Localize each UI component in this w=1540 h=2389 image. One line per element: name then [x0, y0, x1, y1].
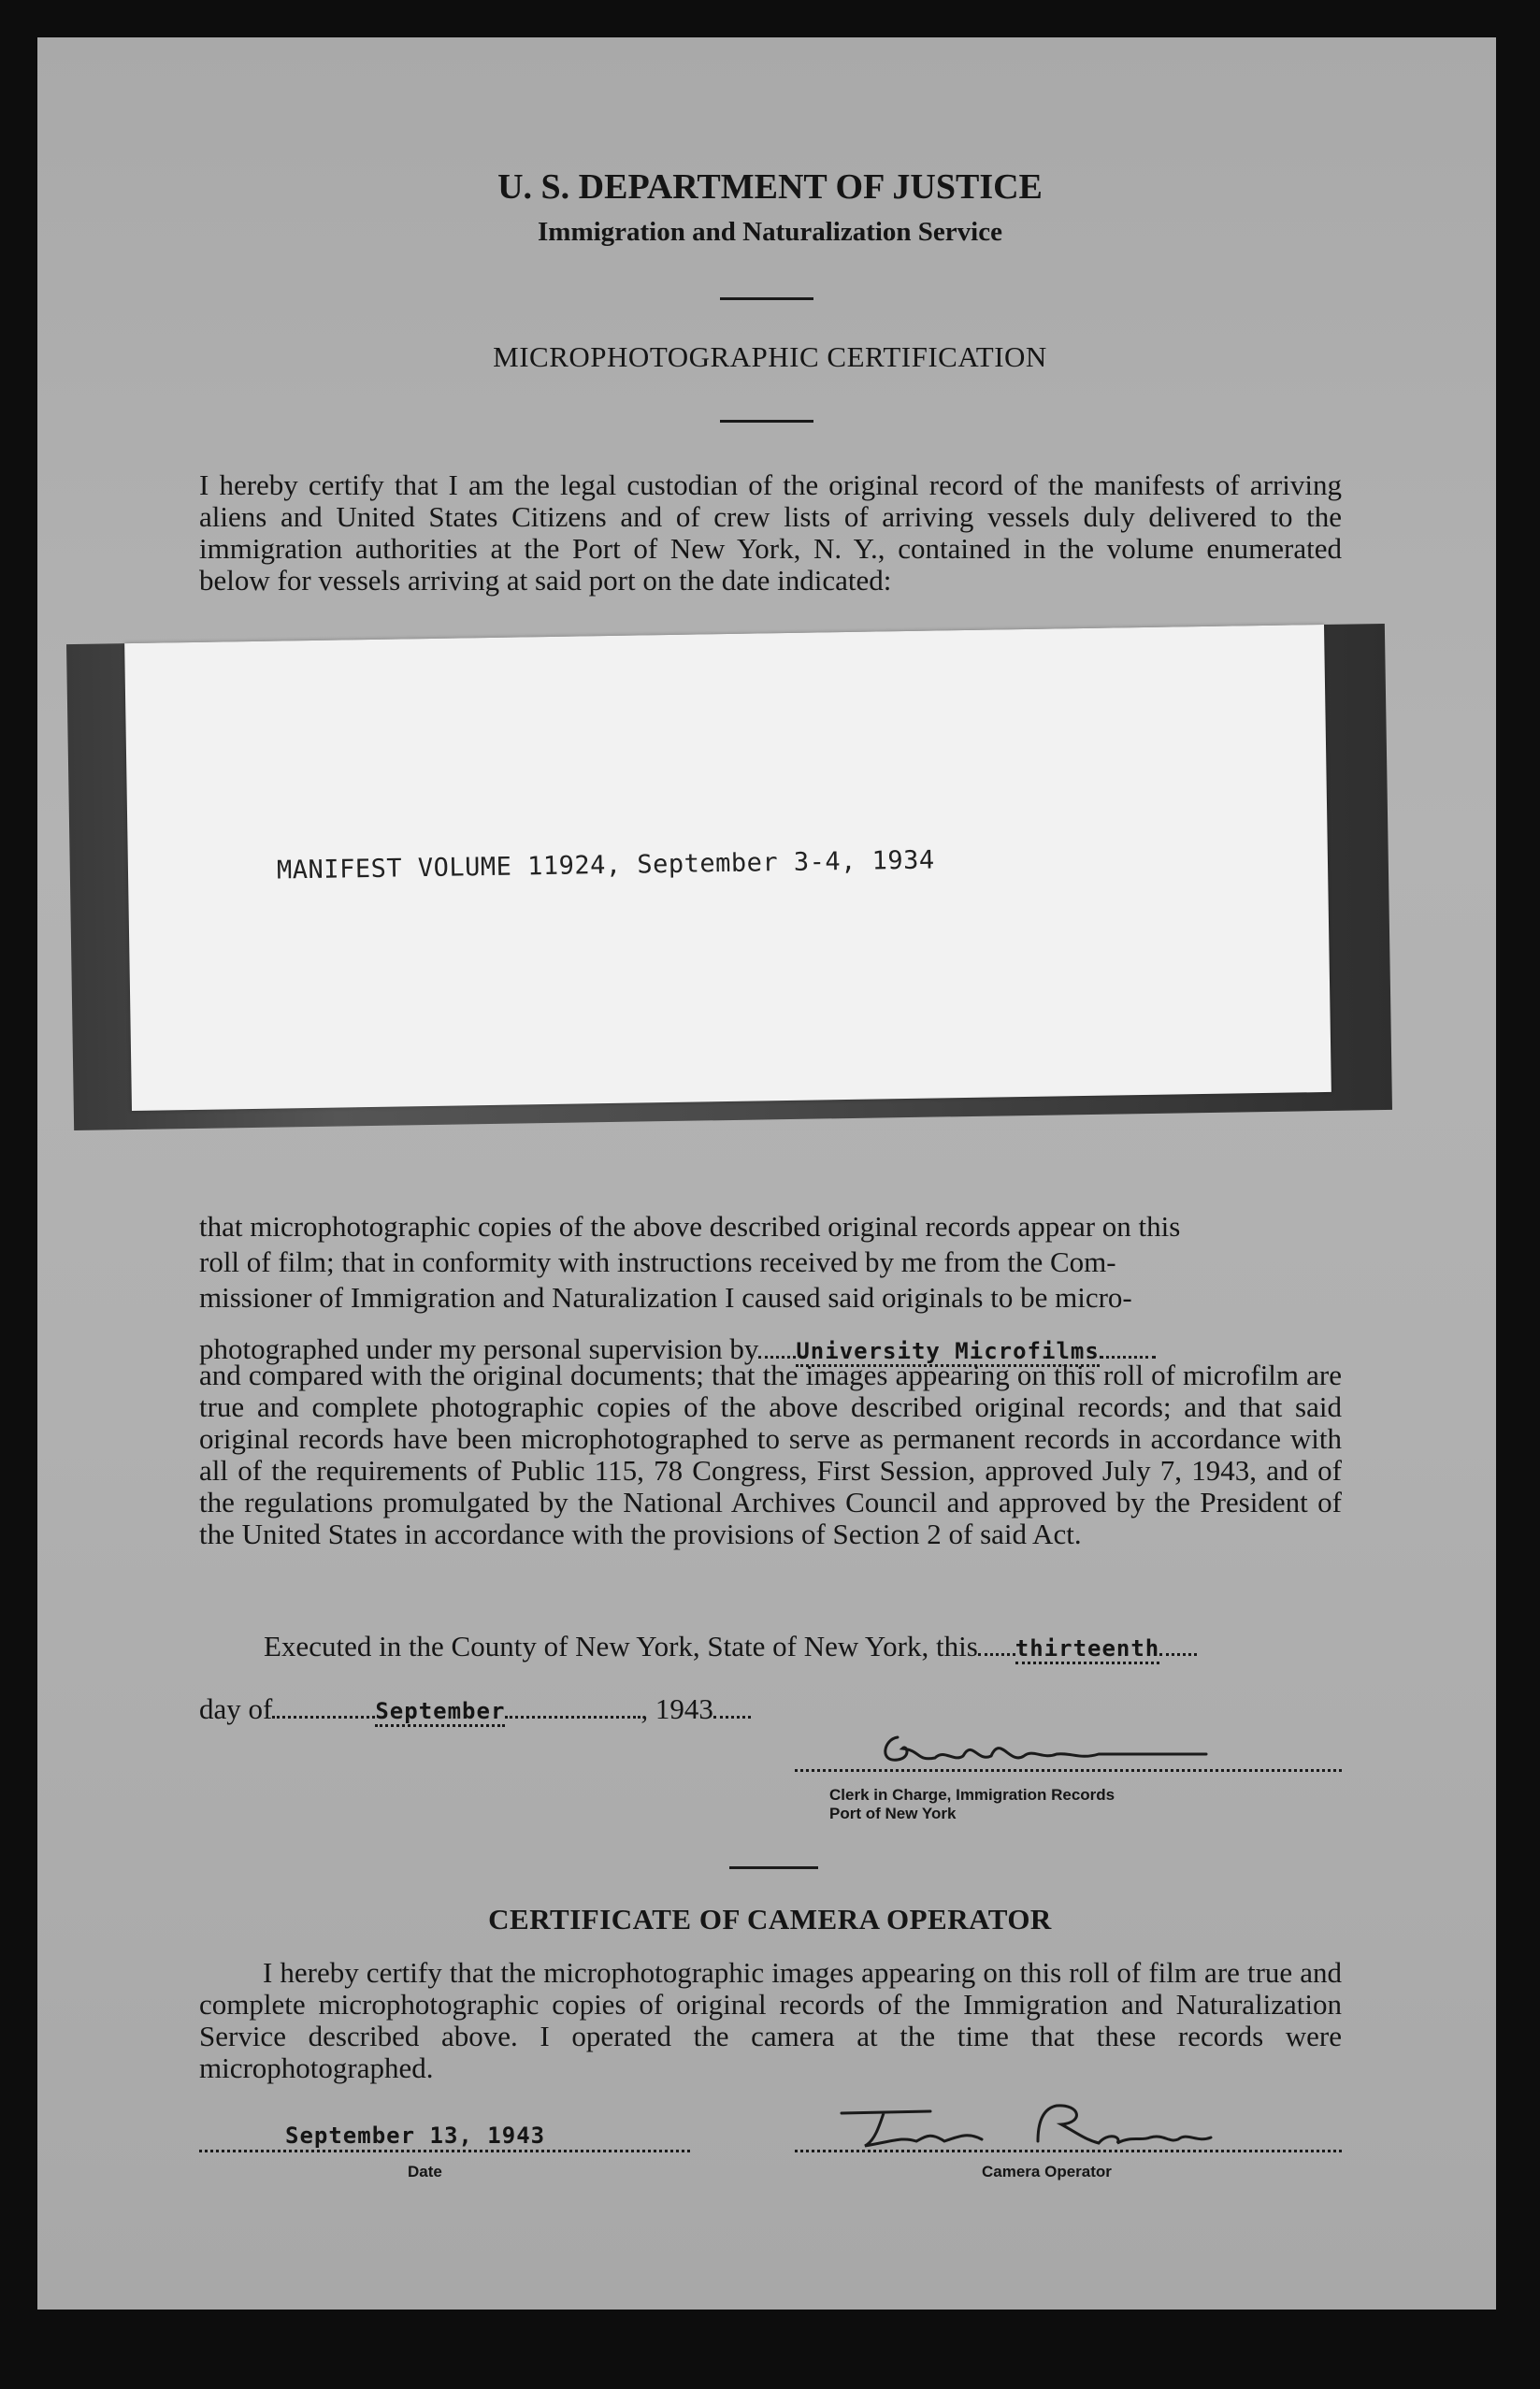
body-paragraph: and compared with the original documents; that the images appearing on this roll of microfilm are true and complete photographic copies of the above described original records; and that said original records have been microphotographed to serve as permanent records in accordance with all of the requirements of Public 115, 78 Congress, First Session, approved July 7, 1943, and of the regulations promulgated by the National Archives Council and approved by the President of the United States in accordance with the provisions of Section 2 of said Act.: [199, 1359, 1342, 1550]
camera-paragraph: I hereby certify that the microphotographic images appearing on this roll of film are true and complete microphotographic copies of original records of the Immigration and Naturalization Service described above. I operated the camera at the time that these records were microphotographed.: [199, 1956, 1342, 2084]
body-line-1: that microphotographic copies of the above described original records appear on this: [199, 1210, 1181, 1243]
clerk-signature-line: [795, 1767, 1342, 1772]
microfilm-company-value: University Microfilms: [796, 1338, 1099, 1367]
day-of-text: day of: [199, 1692, 273, 1725]
operator-signature-line: [795, 2148, 1342, 2152]
day-value: thirteenth: [1015, 1635, 1160, 1664]
supervision-text: photographed under my personal supervision by: [199, 1332, 759, 1365]
manifest-volume-label: MANIFEST VOLUME 11924, September 3-4, 1934: [276, 845, 935, 885]
divider-2: [720, 420, 813, 423]
year-digit: 3: [698, 1692, 713, 1725]
camera-operator-title: CERTIFICATE OF CAMERA OPERATOR: [488, 1903, 1052, 1936]
certification-title: MICROPHOTOGRAPHIC CERTIFICATION: [493, 340, 1047, 373]
clerk-title: [829, 1786, 1115, 1823]
clerk-title-line-2: Port of New York: [829, 1805, 957, 1822]
intro-paragraph: I hereby certify that I am the legal custodian of the original record of the manifests of arriving aliens and United States Citizens and of crew lists of arriving vessels duly delivered to the immigration authorities at the Port of New York, N. Y., contained in the volume enumerated below for vessels arriving at said port on the date indicated:: [199, 468, 1342, 597]
date-line: [199, 1688, 751, 1727]
body-line-3: missioner of Immigration and Naturalization I caused said originals to be micro-: [199, 1281, 1132, 1314]
camera-operator-label: Camera Operator: [982, 2163, 1112, 2180]
body-line-2: roll of film; that in conformity with instructions received by me from the Com-: [199, 1245, 1116, 1278]
divider-1: [720, 297, 813, 300]
executed-text: Executed in the County of New York, State of New York, this: [264, 1630, 978, 1662]
year-prefix: , 194: [640, 1692, 699, 1725]
service-heading: Immigration and Naturalization Service: [538, 217, 1002, 247]
clerk-title-line-1: Clerk in Charge, Immigration Records: [829, 1786, 1115, 1804]
date-label: Date: [408, 2163, 442, 2180]
department-heading: U. S. DEPARTMENT OF JUSTICE: [497, 167, 1043, 207]
executed-line: [264, 1625, 1197, 1664]
divider-3: [729, 1866, 818, 1869]
month-value: September: [375, 1698, 505, 1727]
camera-date-value: September 13, 1943: [285, 2123, 546, 2149]
